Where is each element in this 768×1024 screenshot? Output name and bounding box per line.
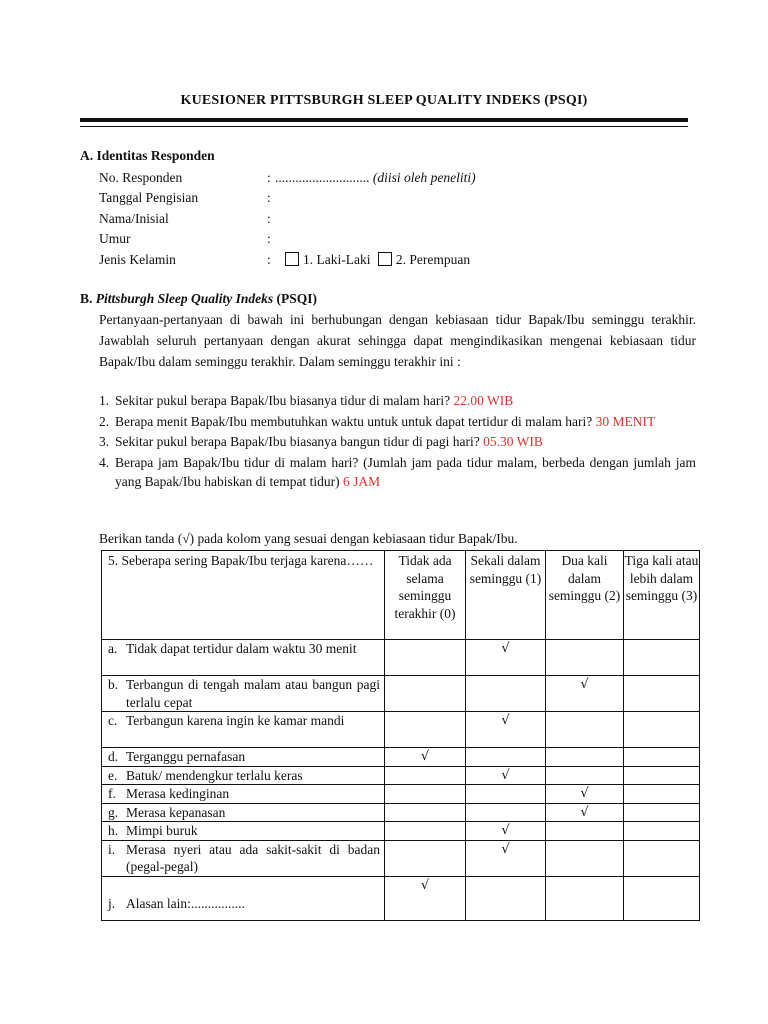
question-number: 4. — [99, 454, 110, 470]
item-text: Merasa kepanasan — [126, 804, 226, 820]
checkmark-icon: √ — [501, 823, 510, 838]
disturbance-item — [102, 766, 385, 785]
dotted-blank: ............................ — [275, 170, 370, 185]
table-row — [102, 766, 700, 785]
score-cell-2[interactable] — [546, 676, 624, 712]
score-cell-2[interactable] — [546, 876, 624, 920]
score-cell-0[interactable] — [385, 640, 466, 676]
title-rule-thin — [80, 126, 688, 127]
table-row — [102, 748, 700, 767]
question-number: 3. — [99, 434, 110, 449]
question-answer: 22.00 WIB — [453, 393, 514, 408]
item-letter: e. — [108, 767, 118, 783]
score-cell-1[interactable] — [466, 876, 546, 920]
checkbox-laki-laki[interactable] — [285, 252, 299, 266]
table-row — [102, 640, 700, 676]
table-question-header: 5. Seberapa sering Bapak/Ibu terjaga karena…… — [102, 551, 385, 640]
score-cell-0[interactable] — [385, 785, 466, 804]
question-1 — [99, 391, 696, 411]
disturbance-item — [102, 876, 385, 920]
question-text: Berapa jam Bapak/Ibu tidur di malam hari? (Jumlah jam pada tidur malam, berbeda dengan jumlah jam yang Bapak/Ibu habiskan di tempat tidur) — [115, 454, 696, 489]
table-row — [102, 803, 700, 822]
field-colon: : — [267, 210, 271, 226]
column-header-0: Tidak ada selama seminggu terakhir (0) — [385, 551, 466, 640]
disturbance-item — [102, 640, 385, 676]
section-b-intro: Pertanyaan-pertanyaan di bawah ini berhubungan dengan kebiasaan tidur Bapak/Ibu seminggu terakhir. Jawablah seluruh pertanyaan dengan akurat sehingga dapat mengindikasikan mengenai kebiasaan tidur Bapak/Ibu dalam seminggu terakhir. Dalam seminggu terakhir ini : — [99, 312, 696, 369]
score-cell-0[interactable] — [385, 766, 466, 785]
item-letter: i. — [108, 841, 116, 857]
item-letter: c. — [108, 713, 118, 728]
score-cell-0[interactable] — [385, 822, 466, 841]
column-header-3: Tiga kali atau lebih dalam seminggu (3) — [624, 551, 700, 640]
table-row — [102, 840, 700, 876]
page-title: KUESIONER PITTSBURGH SLEEP QUALITY INDEKS (PSQI) — [180, 93, 588, 108]
checkmark-icon: √ — [501, 767, 510, 783]
question-text: Sekitar pukul berapa Bapak/Ibu biasanya bangun tidur di pagi hari? — [115, 434, 480, 449]
checkmark-icon: √ — [501, 713, 510, 728]
field-colon: : — [267, 231, 271, 247]
score-cell-3[interactable] — [624, 640, 700, 676]
score-cell-1[interactable] — [466, 640, 546, 676]
item-text: Merasa nyeri atau ada sakit-sakit di badan (pegal-pegal) — [126, 841, 380, 874]
score-cell-3[interactable] — [624, 712, 700, 748]
table-row — [102, 785, 700, 804]
question-number: 2. — [99, 413, 110, 429]
score-cell-3[interactable] — [624, 822, 700, 841]
title-rule-thick — [80, 118, 688, 122]
disturbance-item — [102, 712, 385, 748]
item-letter: a. — [108, 641, 118, 656]
sleep-disturbance-table — [101, 550, 700, 921]
question-4 — [99, 453, 696, 492]
field-umur — [99, 229, 699, 249]
question-2 — [99, 412, 696, 432]
section-b-prefix: B. — [80, 291, 93, 306]
score-cell-2[interactable] — [546, 748, 624, 767]
checkmark-icon: √ — [580, 786, 589, 801]
checkmark-icon: √ — [501, 641, 510, 656]
item-text: Batuk/ mendengkur terlalu keras — [126, 767, 303, 783]
score-cell-1[interactable] — [466, 712, 546, 748]
field-value — [275, 168, 476, 188]
score-cell-1[interactable] — [466, 676, 546, 712]
score-cell-2[interactable] — [546, 840, 624, 876]
score-cell-2[interactable] — [546, 822, 624, 841]
item-letter: f. — [108, 786, 116, 801]
field-jenis-kelamin — [99, 250, 699, 270]
item-text: Terganggu pernafasan — [126, 749, 246, 764]
item-text: Tidak dapat tertidur dalam waktu 30 menit — [126, 641, 357, 656]
field-no-responden — [99, 168, 699, 188]
checkmark-icon: √ — [420, 877, 430, 893]
score-cell-2[interactable] — [546, 766, 624, 785]
table-body — [102, 640, 700, 921]
score-cell-3[interactable] — [624, 840, 700, 876]
field-colon: : — [267, 251, 271, 267]
checkbox-perempuan[interactable] — [378, 252, 392, 266]
score-cell-3[interactable] — [624, 803, 700, 822]
disturbance-item — [102, 748, 385, 767]
question-number: 1. — [99, 393, 110, 408]
table-row — [102, 676, 700, 712]
item-letter: j. — [108, 895, 116, 911]
table-row — [102, 712, 700, 748]
score-cell-1[interactable] — [466, 840, 546, 876]
column-header-2: Dua kali dalam seminggu (2) — [546, 551, 624, 640]
field-label: Umur — [99, 231, 131, 247]
question-answer: 30 MENIT — [595, 413, 656, 429]
disturbance-item — [102, 803, 385, 822]
item-text: Terbangun karena ingin ke kamar mandi — [126, 713, 345, 728]
checkmark-icon: √ — [580, 677, 589, 692]
score-cell-1[interactable] — [466, 822, 546, 841]
score-cell-3[interactable] — [624, 766, 700, 785]
table-row — [102, 876, 700, 920]
score-cell-1[interactable] — [466, 748, 546, 767]
researcher-note: (diisi oleh peneliti) — [372, 170, 476, 185]
option-laki-laki: 1. Laki-Laki — [303, 251, 371, 267]
table-header-row — [102, 551, 700, 640]
field-label: No. Responden — [99, 170, 183, 185]
score-cell-2[interactable] — [546, 712, 624, 748]
item-text: Mimpi buruk — [126, 823, 198, 838]
item-text: Merasa kedinginan — [126, 786, 230, 801]
column-header-1: Sekali dalam seminggu (1) — [466, 551, 546, 640]
item-letter: g. — [108, 804, 119, 820]
disturbance-item — [102, 676, 385, 712]
score-cell-0[interactable] — [385, 803, 466, 822]
item-letter: d. — [108, 749, 119, 764]
field-label: Jenis Kelamin — [99, 251, 176, 267]
field-label: Nama/Inisial — [99, 210, 169, 226]
score-cell-0[interactable] — [385, 840, 466, 876]
score-cell-0[interactable] — [385, 876, 466, 920]
field-label: Tanggal Pengisian — [99, 190, 199, 206]
score-cell-1[interactable] — [466, 766, 546, 785]
disturbance-item — [102, 822, 385, 841]
question-answer: 6 JAM — [342, 474, 381, 489]
item-text: Alasan lain:................ — [126, 895, 245, 911]
score-cell-3[interactable] — [624, 748, 700, 767]
section-b-heading — [80, 291, 317, 307]
score-cell-1[interactable] — [466, 785, 546, 804]
field-tanggal-pengisian — [99, 188, 699, 208]
section-b-heading-rest: (PSQI) — [276, 291, 318, 306]
score-cell-3[interactable] — [624, 876, 700, 920]
table-row — [102, 822, 700, 841]
question-list — [99, 391, 696, 493]
identity-fields — [99, 168, 699, 270]
score-cell-3[interactable] — [624, 785, 700, 804]
score-cell-1[interactable] — [466, 803, 546, 822]
checkmark-icon: √ — [420, 749, 430, 764]
score-cell-0[interactable] — [385, 712, 466, 748]
score-cell-2[interactable] — [546, 640, 624, 676]
field-colon: : — [267, 170, 271, 185]
option-perempuan: 2. Perempuan — [395, 251, 471, 267]
question-answer: 05.30 WIB — [483, 434, 543, 449]
question-text: Sekitar pukul berapa Bapak/Ibu biasanya tidur di malam hari? — [115, 393, 451, 408]
item-text: Terbangun di tengah malam atau bangun pagi terlalu cepat — [126, 677, 380, 710]
question-text: Berapa menit Bapak/Ibu membutuhkan waktu untuk untuk dapat tertidur di malam hari? — [115, 413, 593, 429]
gender-options — [285, 250, 470, 270]
field-nama-inisial — [99, 209, 699, 229]
section-a-heading: A. Identitas Responden — [80, 148, 215, 163]
item-letter: b. — [108, 677, 119, 692]
score-cell-0[interactable] — [385, 748, 466, 767]
score-cell-2[interactable] — [546, 803, 624, 822]
score-cell-2[interactable] — [546, 785, 624, 804]
question-3 — [99, 432, 696, 452]
field-colon: : — [267, 190, 271, 206]
checkmark-icon: √ — [501, 841, 510, 857]
score-cell-3[interactable] — [624, 676, 700, 712]
disturbance-item — [102, 785, 385, 804]
checkmark-icon: √ — [580, 804, 589, 820]
table-instruction: Berikan tanda (√) pada kolom yang sesuai dengan kebiasaan tidur Bapak/Ibu. — [99, 531, 518, 546]
section-b-heading-italic: Pittsburgh Sleep Quality Indeks — [95, 291, 274, 306]
item-letter: h. — [108, 823, 119, 838]
score-cell-0[interactable] — [385, 676, 466, 712]
disturbance-item — [102, 840, 385, 876]
